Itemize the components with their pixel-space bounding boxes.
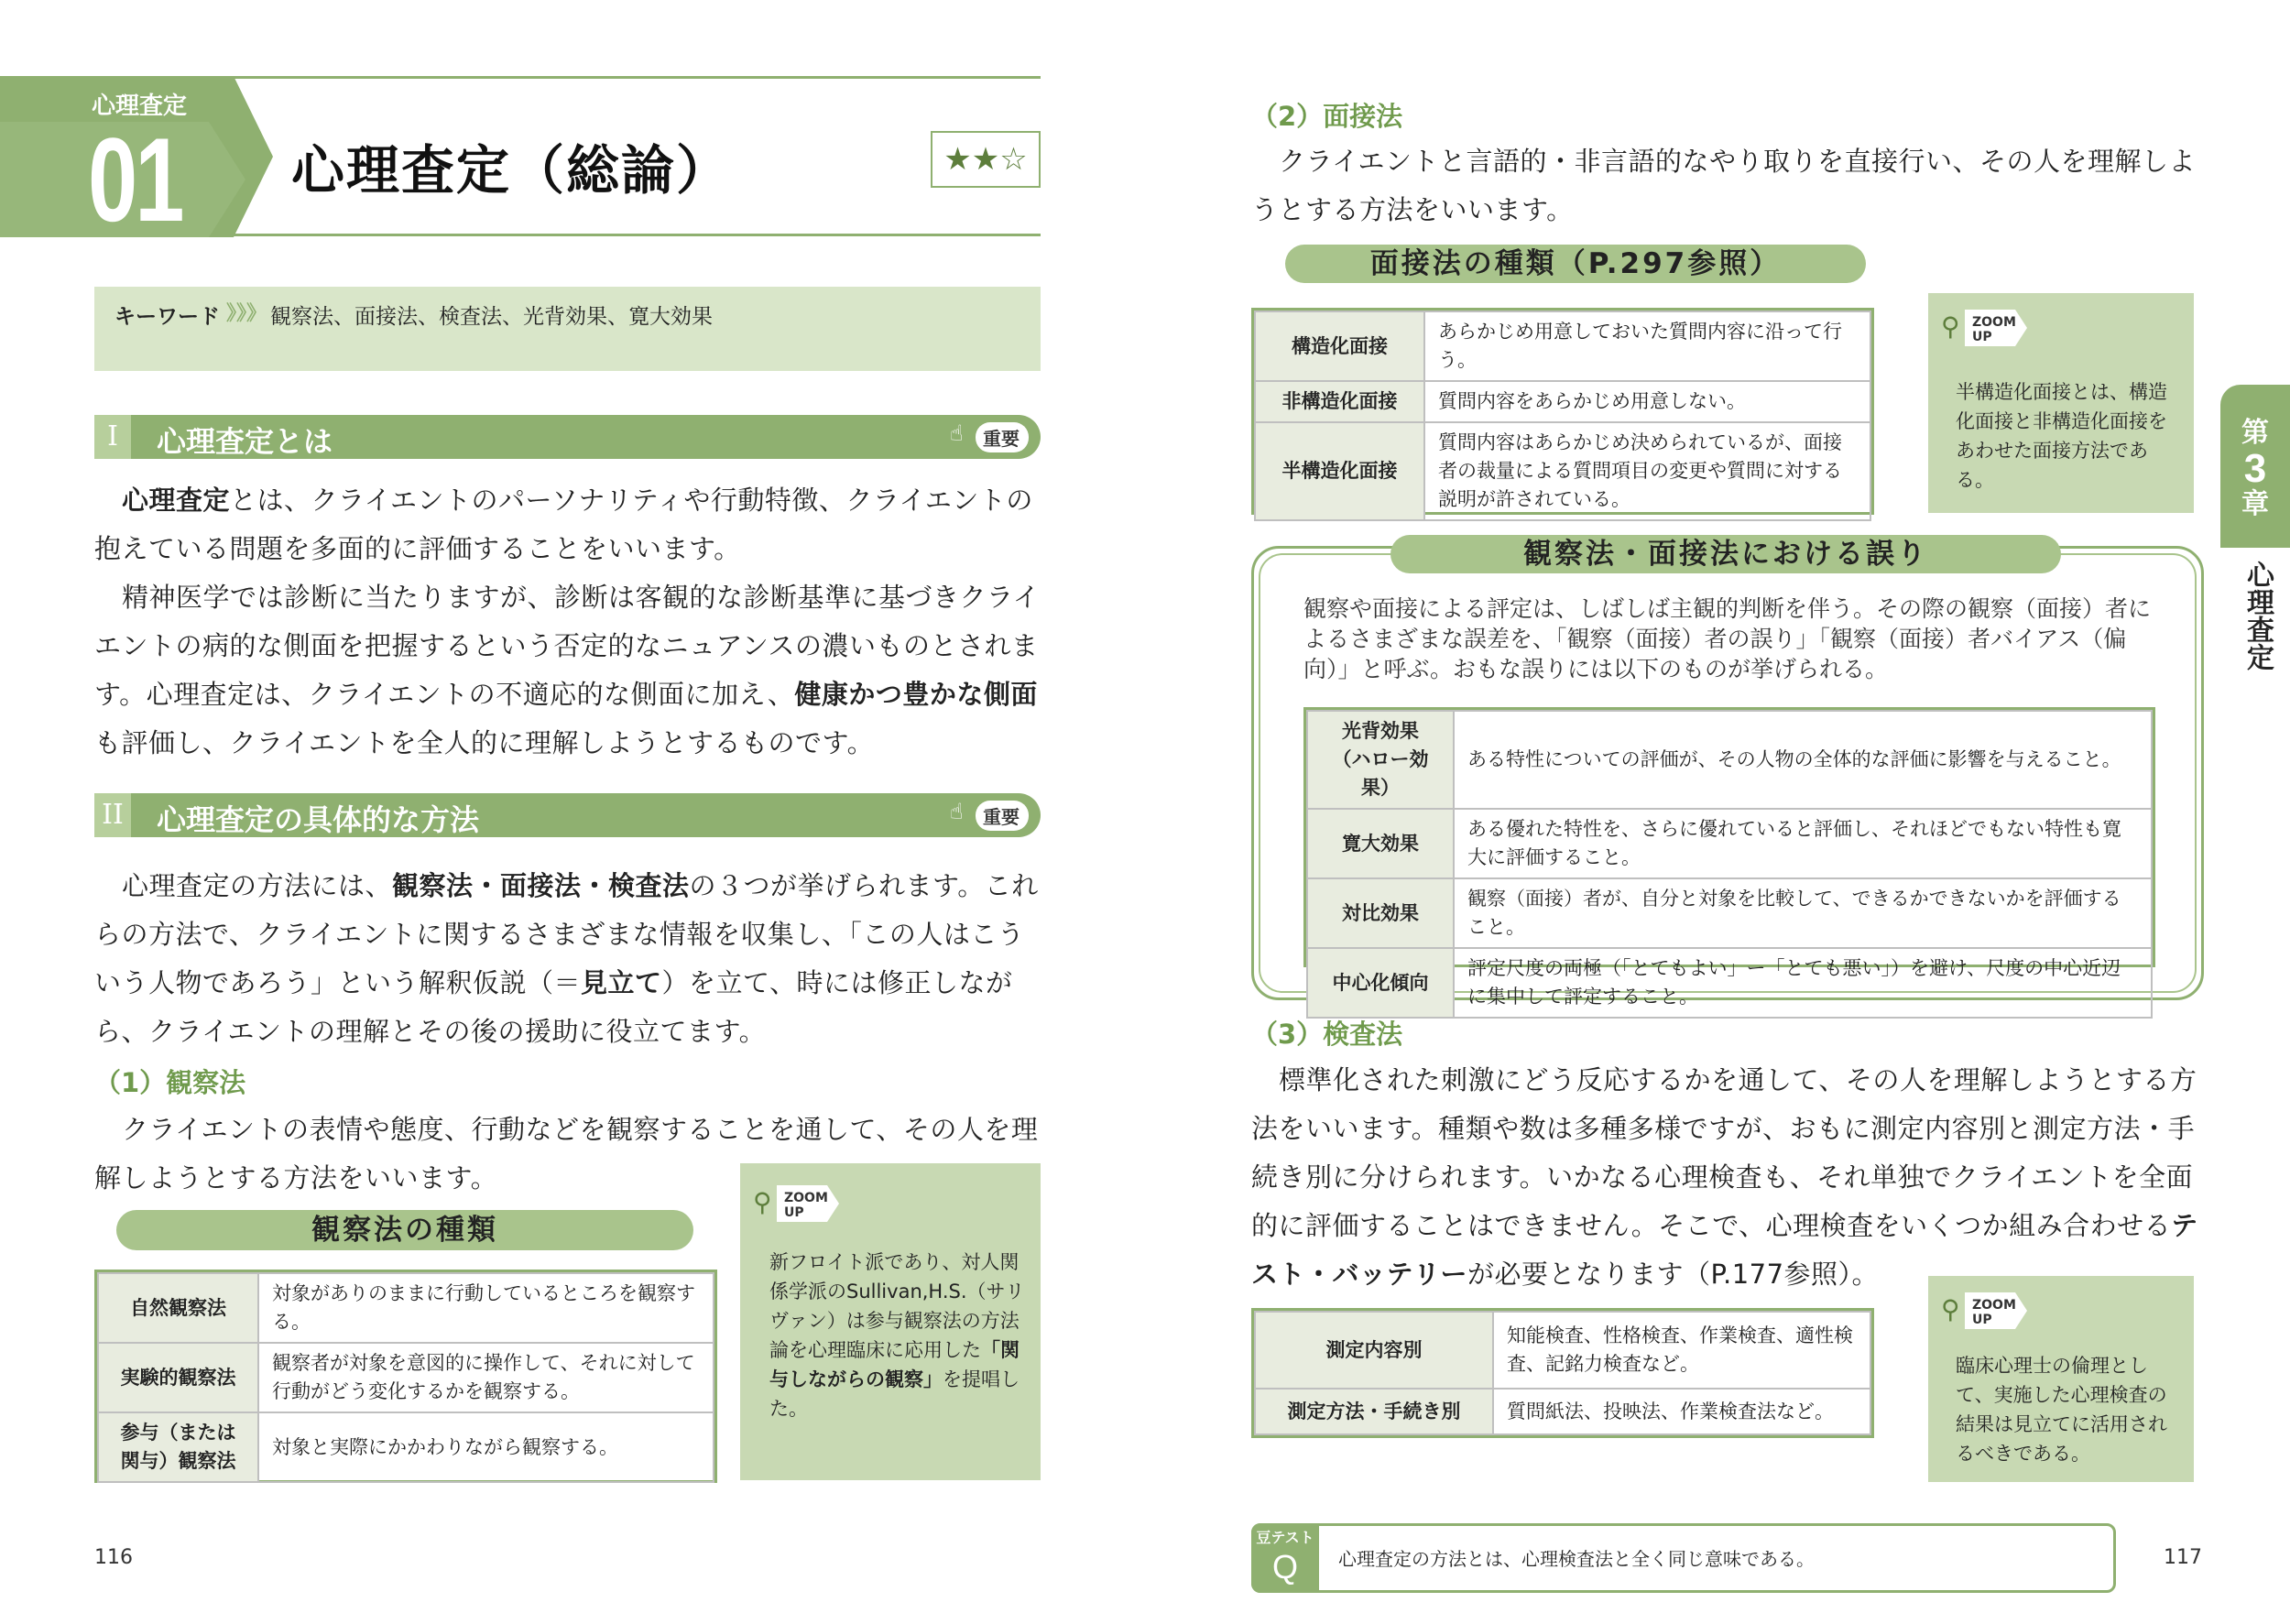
magnifier-icon: ⚲	[753, 1187, 772, 1217]
important-badge: 重要	[976, 801, 1029, 831]
chapter-number: 01	[88, 113, 182, 246]
bold-term: 観察法・面接法・検査法	[392, 870, 690, 901]
row-label: 中心化傾向	[1307, 948, 1454, 1018]
paragraph-text: とは、クライエントのパーソナリティや行動特徴、クライエントの抱えている問題を多面的に評価することをいいます。	[94, 485, 1033, 564]
paragraph-text: 精神医学では診断に当たりますが、診断は客観的な診断基準に基づきクライエントの病的な側面を把握するという否定的なニュアンスの濃いものとされます。心理査定は、クライエントの不適応的な側面に加え、	[94, 582, 1041, 710]
bold-term: 健康かつ豊かな側面	[794, 679, 1038, 710]
keyword-list: 観察法、面接法、検査法、光背効果、寛大効果	[270, 305, 713, 329]
paragraph-text: も評価し、クライエントを全人的に理解しようとするものです。	[94, 727, 875, 758]
section-number: II	[94, 793, 131, 837]
row-description: 知能検査、性格検査、作業検査、適性検査、記銘力検査など。	[1493, 1312, 1870, 1389]
paragraph-text: クライエントの表情や態度、行動などを観察することを通して、その人を理解しようとする方法をいいます。	[94, 1114, 1039, 1193]
section-2-body	[94, 862, 1043, 1056]
row-description: あらかじめ用意しておいた質問内容に沿って行う。	[1424, 311, 1870, 381]
bold-term: 心理査定	[122, 485, 231, 516]
zoom-tag-text: UP	[784, 1205, 804, 1220]
row-label: 参与（または 関与）観察法	[98, 1412, 258, 1482]
zoom-up-box: ⚲ ZOOM UP 半構造化面接とは、構造化面接と非構造化面接をあわせた面接方法である。	[1928, 293, 2194, 513]
mini-quiz-badge: 豆テスト Q	[1251, 1523, 1319, 1593]
row-description: 対象がありのままに行動しているところを観察する。	[258, 1273, 714, 1343]
row-label: 実験的観察法	[98, 1343, 258, 1412]
mini-quiz	[1251, 1523, 2116, 1593]
zoom-up-box: ⚲ ZOOM UP 臨床心理士の倫理として、実施した心理検査の結果は見立てに活用されるべきである。	[1928, 1276, 2194, 1482]
row-label: 自然観察法	[98, 1273, 258, 1343]
paragraph-text: ）を立て、時には修正しながら、クライエントの理解とその後の援助に役立てます。	[94, 967, 1013, 1047]
page-number: 117	[2164, 1546, 2202, 1569]
errors-box-heading: 観察法・面接法における誤り	[1390, 535, 2061, 573]
chapter-tab-name: 心理査定	[2241, 561, 2274, 670]
zoom-tag-text: ZOOM	[784, 1191, 828, 1205]
subsection-heading: （2）面接法	[1251, 101, 1403, 132]
magnifier-icon: ⚲	[1941, 311, 1960, 342]
errors-table	[1303, 707, 2155, 1008]
table-row	[1307, 878, 2152, 948]
interview-table	[1251, 308, 1874, 515]
row-description: 対象と実際にかかわりながら観察する。	[258, 1412, 714, 1482]
table-row	[1307, 711, 2152, 809]
pointing-hand-icon: ☝	[950, 420, 964, 446]
zoom-text: 臨床心理士の倫理として、実施した心理検査の結果は見立てに活用されるべきである。	[1956, 1355, 2167, 1465]
important-badge: 重要	[976, 422, 1029, 452]
section-number: I	[94, 415, 131, 459]
section-1-body	[94, 476, 1043, 768]
zoom-up-box	[740, 1163, 1041, 1480]
magnifier-icon: ⚲	[1941, 1294, 1960, 1324]
row-label: 光背効果 （ハロー効果）	[1307, 711, 1454, 809]
table-row	[1255, 1389, 1870, 1434]
bold-term: 見立て	[581, 967, 662, 998]
paragraph	[94, 862, 1043, 1056]
test-method-table	[1251, 1308, 1874, 1438]
row-label: 構造化面接	[1255, 311, 1424, 381]
subsection-heading: （3）検査法	[1251, 1019, 1403, 1050]
observation-table-heading: 観察法の種類	[116, 1210, 693, 1250]
page-number: 116	[94, 1546, 133, 1569]
paragraph-text: 心理査定の方法には、	[122, 870, 393, 901]
section-1-header	[94, 415, 1041, 459]
chapter-tab-label: 第 3 章	[2241, 417, 2269, 520]
quiz-question: 心理査定の方法とは、心理検査法と全く同じ意味である。	[1338, 1548, 1815, 1570]
table-row	[1255, 311, 1870, 381]
row-description: 評定尺度の両極（「とてもよい」ー「とても悪い」）を避け、尺度の中心近辺に集中して評定すること。	[1454, 948, 2152, 1018]
row-description: 質問内容はあらかじめ決められているが、面接者の裁量による質問項目の変更や質問に対する説明が許されている。	[1424, 422, 1870, 520]
pointing-hand-icon: ☝	[950, 799, 964, 824]
chapter-header	[0, 76, 1041, 246]
page-title: 心理査定（総論）	[291, 139, 732, 202]
table-row	[98, 1273, 714, 1343]
keyword-label: キーワード	[114, 305, 220, 329]
section-title: 心理査定の具体的な方法	[157, 802, 480, 837]
section-2-header	[94, 793, 1041, 837]
paragraph	[94, 573, 1043, 768]
row-description: 質問内容をあらかじめ用意しない。	[1424, 381, 1870, 422]
table-row	[98, 1343, 714, 1412]
row-label: 半構造化面接	[1255, 422, 1424, 520]
subsection-text	[1251, 137, 2200, 234]
zoom-text: 半構造化面接とは、構造化面接と非構造化面接をあわせた面接方法である。	[1956, 381, 2167, 491]
observation-table	[94, 1270, 717, 1483]
importance-rating	[931, 131, 1041, 188]
right-page	[1145, 0, 2290, 1624]
subsection-heading: （1）観察法	[94, 1067, 246, 1098]
row-description: 観察者が対象を意図的に操作して、それに対して行動がどう変化するかを観察する。	[258, 1343, 714, 1412]
table-row	[1255, 381, 1870, 422]
paragraph: 標準化された刺激にどう反応するかを通して、その人を理解しようとする方法をいいます。種類や数は多種多様ですが、おもに測定内容別と測定方法・手続き別に分けられます。いかなる心理検査も、それ単独でクライエントを全面的に評価することはできません。そこで、心理検査をいくつか組み合わせるテスト・バッテリーが必要となります（P.177参照）。	[1251, 1064, 2198, 1290]
arrows-icon: 》》》	[226, 302, 267, 325]
paragraph-text: の３つが挙げられます。これらの方法で、クライエントに関するさまざまな情報を収集し、「この人はこういう人物であろう」という解釈仮説（＝	[94, 870, 1039, 998]
category-label: 心理査定	[92, 93, 188, 120]
keyword-box	[94, 287, 1041, 371]
paragraph	[94, 476, 1043, 573]
row-label: 測定内容別	[1255, 1312, 1493, 1389]
row-label: 測定方法・手続き別	[1255, 1389, 1493, 1434]
row-label: 対比効果	[1307, 878, 1454, 948]
row-description: 観察（面接）者が、自分と対象を比較して、できるかできないかを評価すること。	[1454, 878, 2152, 948]
row-description: 質問紙法、投映法、作業検査法など。	[1493, 1389, 1870, 1434]
paragraph-text: クライエントと言語的・非言語的なやり取りを直接行い、その人を理解しようとする方法をいいます。	[1251, 146, 2196, 225]
errors-intro: 観察や面接による評定は、しばしば主観的判断を伴う。その際の観察（面接）者によるさまざまな誤差を、「観察（面接）者の誤り」「観察（面接）者バイアス（偏向）」と呼ぶ。おもな誤りには以下のものが挙げられる。	[1303, 595, 2152, 682]
table-row	[1255, 422, 1870, 520]
section-title: 心理査定とは	[157, 424, 333, 459]
row-description: ある優れた特性を、さらに優れていると評価し、それほどでもない特性も寛大に評価すること。	[1454, 809, 2152, 878]
row-description: ある特性についての評価が、その人物の全体的な評価に影響を与えること。	[1454, 711, 2152, 809]
row-label: 非構造化面接	[1255, 381, 1424, 422]
table-row	[1307, 948, 2152, 1018]
chapter-side-tab	[2220, 385, 2290, 687]
question-icon: Q	[1271, 1548, 1298, 1586]
zoom-text: 新フロイト派であり、対人関係学派のSullivan,H.S.（サリヴァン）は参与観察法の方法論を心理臨床に応用した「関与しながらの観察」を提唱した。	[769, 1251, 1025, 1420]
table-row	[1255, 1312, 1870, 1389]
interview-table-heading: 面接法の種類（P.297参照）	[1285, 245, 1866, 283]
table-row	[98, 1412, 714, 1482]
star-rating-icon: ★★☆	[943, 141, 1028, 178]
row-label: 寛大効果	[1307, 809, 1454, 878]
subsection-text	[1251, 1056, 2200, 1299]
table-row	[1307, 809, 2152, 878]
